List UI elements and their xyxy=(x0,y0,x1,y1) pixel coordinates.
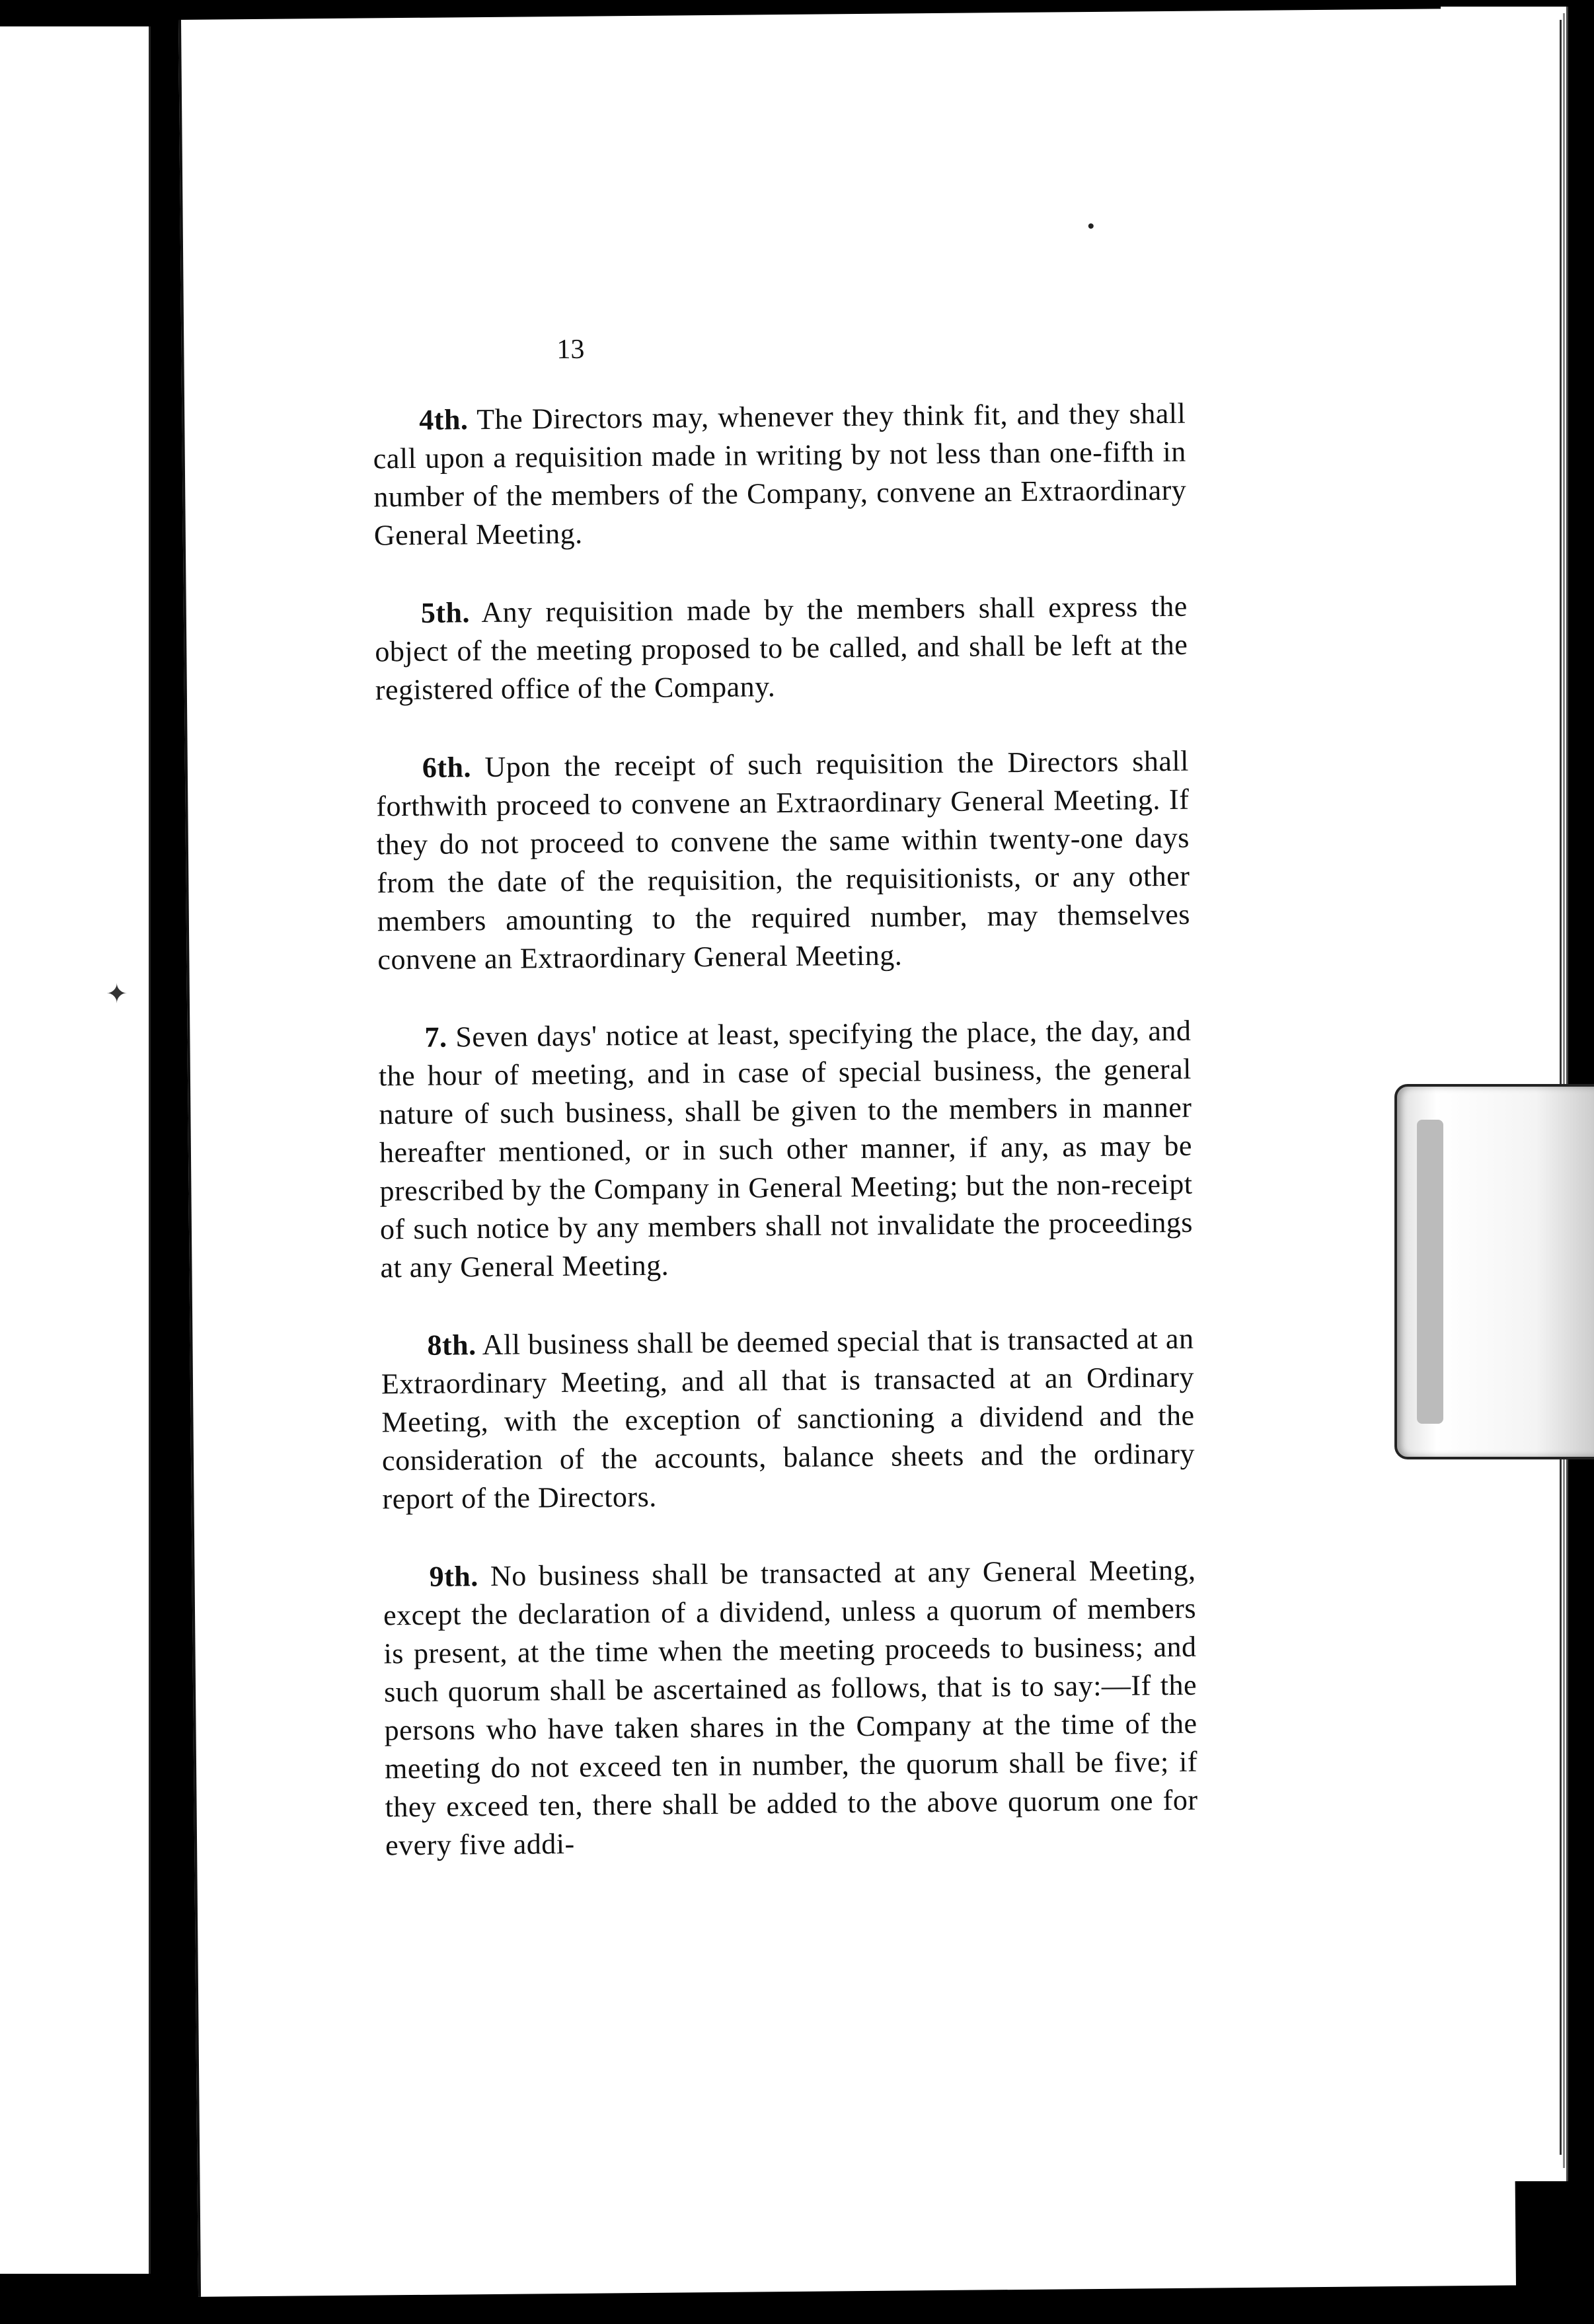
clause-number: 6th. xyxy=(422,751,472,784)
clause-text: No business shall be transacted at any General Meeting, except the declaration of a dividend, unless a quorum of members is present, at the time when the meeting proceeds to business; and such quorum shall be ascertained as follows, that is to say:—If the persons who have taken shares in the Company at the time of the meeting do not exceed ten in number, the quorum shall be five; if they exceed ten, there shall be added to the above quorum one for every five addi- xyxy=(383,1553,1198,1862)
ink-mark: ✦ xyxy=(106,979,128,1009)
page-number: 13 xyxy=(556,334,585,366)
ink-speck xyxy=(1088,223,1094,229)
clause-text: All business shall be deemed special that is transacted at an Extraordinary Meeting, and all that is transacted at an Ordinary Meeting, with the exception of sanctioning a dividend and the consideration of the accounts, balance sheets and the ordinary report of the Directors. xyxy=(381,1322,1196,1516)
paragraph-6th xyxy=(376,742,1191,980)
clause-number: 9th. xyxy=(429,1560,478,1593)
page-tab xyxy=(1394,1084,1594,1459)
clause-text: Upon the receipt of such requisition the Directors shall forthwith proceed to convene an Extraordinary General Meeting. If they do not proceed to convene the same within twenty-one days from the date of the requisition, the requisitionists, or any other members amounting to the required number, may themselves convene an Extraordinary General Meeting. xyxy=(376,744,1191,976)
paragraph-4th xyxy=(373,395,1187,555)
paragraph-9th xyxy=(383,1551,1198,1865)
clause-number: 8th. xyxy=(427,1329,476,1362)
clause-text: Any requisition made by the members shall express the object of the meeting proposed to be called, and shall be left at the registered office of the Company. xyxy=(375,590,1188,707)
paragraph-5th xyxy=(375,588,1188,710)
document-page xyxy=(178,9,1516,2297)
clause-text: The Directors may, whenever they think fit, and they shall call upon a requisition made in writing by not less than one-fifth in number of the members of the Company, convene an Extraordinary General Meeting. xyxy=(373,397,1187,552)
clause-number: 5th. xyxy=(420,596,471,629)
paragraph-8th xyxy=(381,1320,1195,1519)
body-text xyxy=(373,395,1199,1905)
clause-number: 7. xyxy=(424,1021,447,1054)
paragraph-7 xyxy=(378,1012,1193,1288)
clause-text: Seven days' notice at least, specifying the place, the day, and the hour of meeting, and in case of special business, the general nature of such business, shall be given to the members in manner hereafter mentioned, or in such other manner, if any, as may be prescribed by the Company in General Meeting; but the non-receipt of such notice by any members shall not invalidate the proceedings at any General Meeting. xyxy=(378,1014,1194,1284)
clause-number: 4th. xyxy=(419,403,469,436)
tab-shadow xyxy=(1417,1120,1443,1424)
